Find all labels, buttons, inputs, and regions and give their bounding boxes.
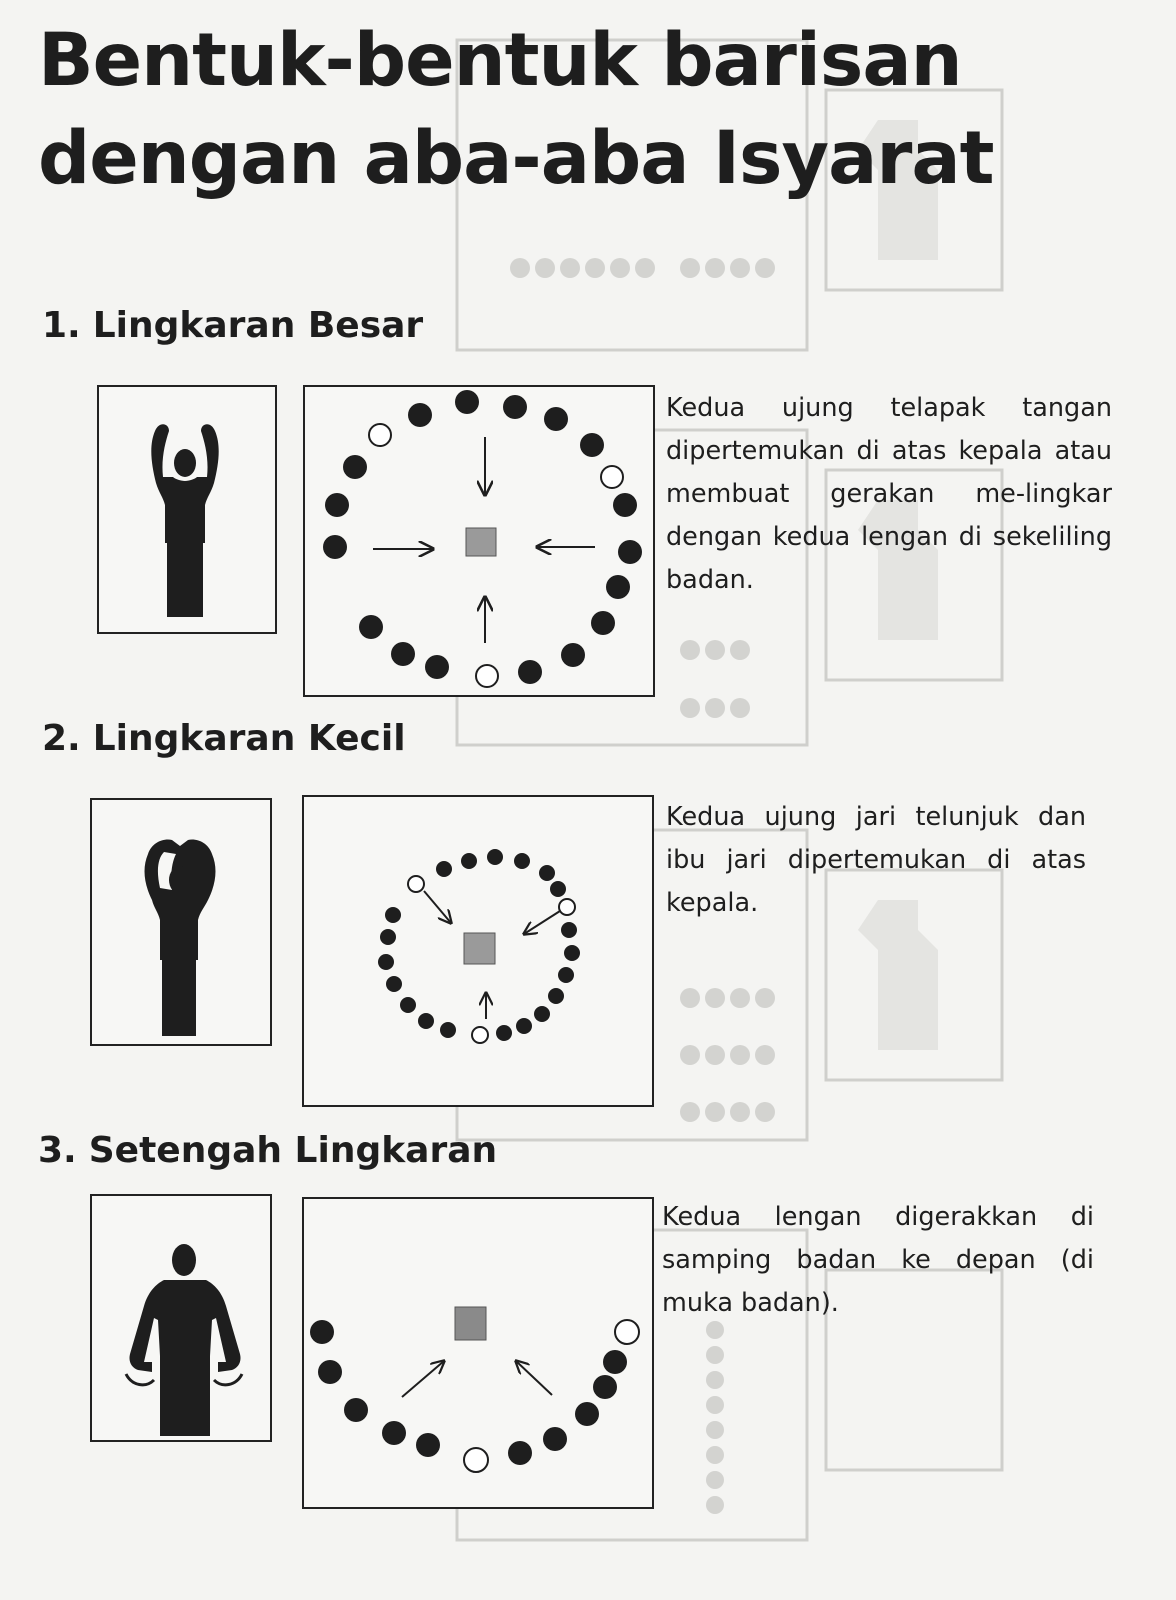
member-icon bbox=[386, 976, 402, 992]
member-icon bbox=[425, 655, 449, 679]
member-icon bbox=[613, 493, 637, 517]
leader-icon bbox=[408, 876, 424, 892]
member-icon bbox=[603, 1350, 627, 1374]
formation-diagram-setengah-lingkaran bbox=[302, 1197, 654, 1509]
description-lingkaran-kecil: Kedua ujung jari telunjuk dan ibu jari dipertemukan di atas kepala. bbox=[666, 802, 1086, 918]
figure-panel-lingkaran-kecil bbox=[90, 798, 272, 1046]
section-title: Lingkaran Besar bbox=[92, 305, 424, 346]
member-icon bbox=[380, 929, 396, 945]
member-icon bbox=[575, 1402, 599, 1426]
member-icon bbox=[561, 643, 585, 667]
member-icon bbox=[359, 615, 383, 639]
person-silhouette-icon bbox=[99, 387, 275, 632]
figure-panel-lingkaran-besar bbox=[97, 385, 277, 634]
member-icon bbox=[408, 403, 432, 427]
square-marker-icon bbox=[464, 933, 495, 964]
arrow-icon bbox=[402, 1361, 444, 1397]
description-setengah-lingkaran: Kedua lengan digerakkan di samping badan ke depan (di muka badan). bbox=[662, 1202, 1094, 1318]
section-heading-lingkaran-besar bbox=[42, 304, 423, 348]
formation-diagram-lingkaran-kecil bbox=[302, 795, 654, 1107]
member-icon bbox=[534, 1006, 550, 1022]
formation-svg bbox=[304, 797, 652, 1105]
formation-diagram-lingkaran-besar bbox=[303, 385, 655, 697]
leader-icon bbox=[464, 1448, 488, 1472]
member-icon bbox=[382, 1421, 406, 1445]
member-icon bbox=[618, 540, 642, 564]
member-icon bbox=[440, 1022, 456, 1038]
member-icon bbox=[344, 1398, 368, 1422]
member-icon bbox=[561, 922, 577, 938]
leader-icon bbox=[601, 466, 623, 488]
title-line-1: Bentuk-bentuk barisan bbox=[38, 18, 962, 103]
member-icon bbox=[385, 907, 401, 923]
member-icon bbox=[318, 1360, 342, 1384]
section-heading-lingkaran-kecil bbox=[42, 717, 406, 761]
member-icon bbox=[508, 1441, 532, 1465]
arrow-icon bbox=[424, 891, 451, 923]
member-icon bbox=[461, 853, 477, 869]
leader-icon bbox=[476, 665, 498, 687]
member-icon bbox=[606, 575, 630, 599]
section-title: Lingkaran Kecil bbox=[92, 718, 406, 759]
member-icon bbox=[323, 535, 347, 559]
figure-panel-setengah-lingkaran bbox=[90, 1194, 272, 1442]
person-silhouette-icon bbox=[92, 800, 270, 1044]
member-icon bbox=[455, 390, 479, 414]
member-icon bbox=[543, 1427, 567, 1451]
square-marker-icon bbox=[455, 1307, 486, 1340]
member-icon bbox=[391, 642, 415, 666]
member-icon bbox=[548, 988, 564, 1004]
member-icon bbox=[518, 660, 542, 684]
member-icon bbox=[378, 954, 394, 970]
member-icon bbox=[550, 881, 566, 897]
member-icon bbox=[325, 493, 349, 517]
member-icon bbox=[436, 861, 452, 877]
member-icon bbox=[503, 395, 527, 419]
section-heading-setengah-lingkaran bbox=[38, 1129, 497, 1173]
page-title bbox=[38, 12, 1168, 208]
formation-svg bbox=[304, 1199, 652, 1507]
member-icon bbox=[558, 967, 574, 983]
title-line-2: dengan aba-aba Isyarat bbox=[38, 116, 994, 201]
member-icon bbox=[564, 945, 580, 961]
member-icon bbox=[418, 1013, 434, 1029]
member-icon bbox=[580, 433, 604, 457]
member-icon bbox=[310, 1320, 334, 1344]
member-icon bbox=[487, 849, 503, 865]
section-number: 2. bbox=[42, 718, 81, 759]
arrow-icon bbox=[516, 1361, 552, 1395]
leader-icon bbox=[472, 1027, 488, 1043]
member-icon bbox=[544, 407, 568, 431]
section-title: Setengah Lingkaran bbox=[88, 1130, 498, 1171]
member-icon bbox=[416, 1433, 440, 1457]
member-icon bbox=[514, 853, 530, 869]
person-silhouette-icon bbox=[92, 1196, 270, 1440]
member-icon bbox=[593, 1375, 617, 1399]
section-number: 3. bbox=[38, 1130, 77, 1171]
leader-icon bbox=[559, 899, 575, 915]
member-icon bbox=[591, 611, 615, 635]
leader-icon bbox=[615, 1320, 639, 1344]
formation-svg bbox=[305, 387, 653, 695]
section-number: 1. bbox=[42, 305, 81, 346]
member-icon bbox=[400, 997, 416, 1013]
member-icon bbox=[539, 865, 555, 881]
square-marker-icon bbox=[466, 528, 496, 556]
member-icon bbox=[516, 1018, 532, 1034]
member-icon bbox=[343, 455, 367, 479]
leader-icon bbox=[369, 424, 391, 446]
description-lingkaran-besar: Kedua ujung telapak tangan dipertemukan di atas kepala atau membuat gerakan me-lingkar dengan kedua lengan di sekeliling badan. bbox=[666, 393, 1112, 595]
member-icon bbox=[496, 1025, 512, 1041]
arrow-icon bbox=[524, 911, 560, 934]
